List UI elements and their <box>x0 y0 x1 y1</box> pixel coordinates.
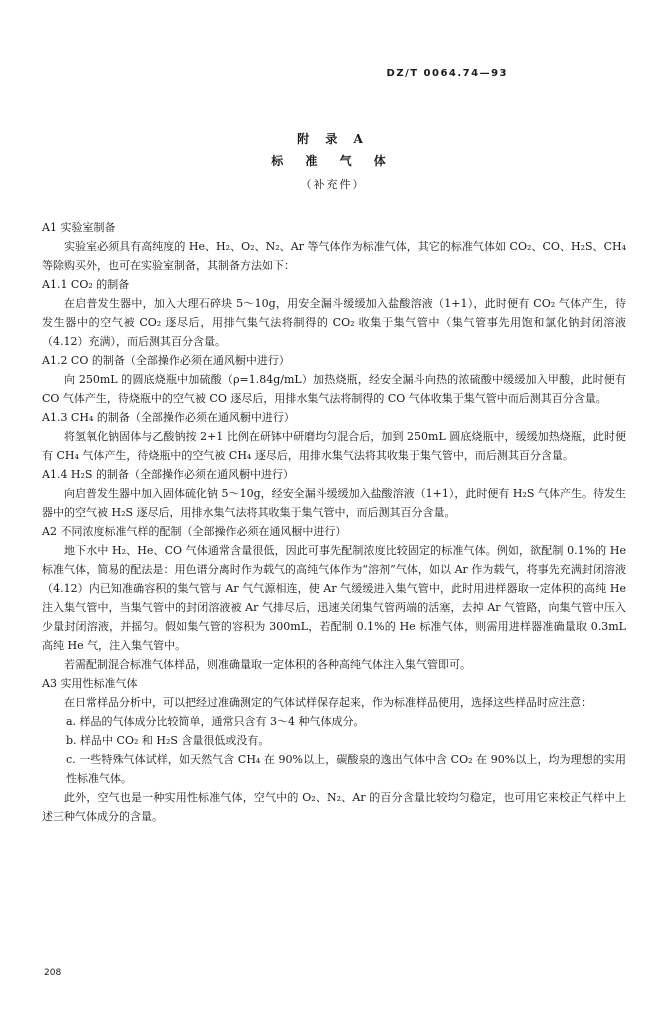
section-heading: A1 实验室制备 <box>42 221 116 234</box>
section-heading: A1.4 H₂S 的制备（全部操作必须在通风橱中进行） <box>42 468 294 481</box>
section-heading: A1.2 CO 的制备（全部操作必须在通风橱中进行） <box>42 354 290 367</box>
list-item: c. 一些特殊气体试样，如天然气含 CH₄ 在 90%以上，碳酸泉的逸出气体中含 CO₂ 在 90%以上，均为理想的实用性标准气体。 <box>66 753 626 785</box>
section-heading: A2 不同浓度标准气样的配制（全部操作必须在通风橱中进行） <box>42 525 347 538</box>
appendix-note: （补充件） <box>300 178 366 191</box>
paragraph: 此外，空气也是一种实用性标准气体，空气中的 O₂、N₂、Ar 的百分含量比较均匀稳定，也可用它来校正气样中上述三种气体成分的含量。 <box>42 791 626 823</box>
paragraph: 实验室必须具有高纯度的 He、H₂、O₂、N₂、Ar 等气体作为标准气体，其它的标准气体如 CO₂、CO、H₂S、CH₄ 等除购买外，也可在实验室制备，其制备方法如下： <box>42 240 626 272</box>
list-item: a. 样品的气体成分比较简单，通常只含有 3～4 种气体成分。 <box>66 715 365 728</box>
paragraph: 向 250mL 的圆底烧瓶中加硫酸（ρ=1.84g/mL）加热烧瓶，经安全漏斗向热的浓硫酸中缓缓加入甲酸，此时便有 CO 气体产生，待烧瓶中的空气被 CO 逐尽后，用排水集气法将制得的 CO 气体收集于集气管中而后测其百分含量。 <box>42 373 626 405</box>
appendix-title: 标 准 气 体 <box>271 154 395 168</box>
list-item: b. 样品中 CO₂ 和 H₂S 含量很低或没有。 <box>66 734 270 747</box>
paragraph: 在日常样品分析中，可以把经过准确测定的气体试样保存起来，作为标准样品使用，选择这些样品时应注意： <box>64 696 592 709</box>
paragraph: 地下水中 H₂、He、CO 气体通常含量很低，因此可事先配制浓度比较固定的标准气体。例如，欲配制 0.1%的 He 标准气体，简易的配法是：用色谱分离时作为载气的高纯气体作为“溶剂”气体，如以 Ar 作为载气，将事先充满封闭溶液（4.12）内已知准确容积的集气管与 Ar 气气源相连，使 Ar 气缓缓进入集气管中，此时用进样器取一定体积的高纯 He 注入集气管中，当集气管中的封闭溶液被 Ar 气排尽后，迅速关闭集气管两端的活塞，去掉 Ar 气管路，向集气管中压入少量封闭溶液，并摇匀。假如集气管的容积为 300mL，若配制 0.1%的 He 标准气体，则需用进样器准确量取 0.3mL 高纯 He 气，注入集气管中。 <box>42 544 626 652</box>
appendix-label: 附 录 A <box>297 132 369 146</box>
section-heading: A1.3 CH₄ 的制备（全部操作必须在通风橱中进行） <box>42 411 295 424</box>
section-heading: A1.1 CO₂ 的制备 <box>42 278 130 291</box>
paragraph: 向启普发生器中加入固体硫化钠 5～10g，经安全漏斗缓缓加入盐酸溶液（1+1），此时便有 H₂S 气体产生。待发生器中的空气被 H₂S 逐尽后，用排水集气法将其收集于集气管中，而后测其百分含量。 <box>42 487 626 519</box>
page-number: 208 <box>44 968 62 978</box>
paragraph: 将氢氧化钠固体与乙酸钠按 2+1 比例在研钵中研磨均匀混合后，加到 250mL 圆底烧瓶中，缓缓加热烧瓶，此时便有 CH₄ 气体产生，待烧瓶中的空气被 CH₄ 逐尽后，用排水集气法将其收集于集气管中，而后测其百分含量。 <box>42 430 626 462</box>
paragraph: 在启普发生器中，加入大理石碎块 5～10g，用安全漏斗缓缓加入盐酸溶液（1+1），此时便有 CO₂ 气体产生，待发生器中的空气被 CO₂ 逐尽后，用排气集气法将制得的 CO₂ 收集于集气管中（集气管事先用饱和氯化钠封闭溶液（4.12）充满），而后测其百分含量。 <box>42 297 626 348</box>
document-body <box>42 218 626 826</box>
standard-code: DZ/T 0064.74—93 <box>386 68 508 79</box>
paragraph: 若需配制混合标准气体样品，则准确量取一定体积的各种高纯气体注入集气管即可。 <box>64 658 471 671</box>
section-heading: A3 实用性标准气体 <box>42 677 138 690</box>
